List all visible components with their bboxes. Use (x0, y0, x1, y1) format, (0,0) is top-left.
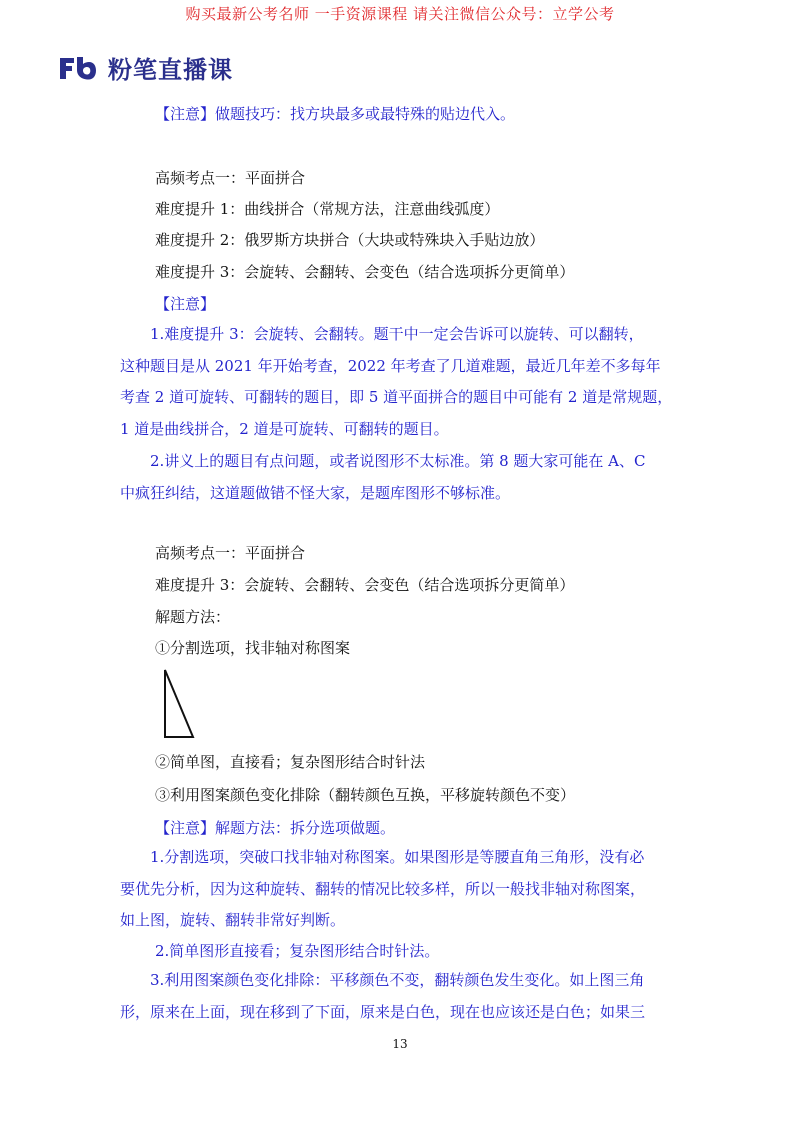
text-line: 中疯狂纠结，这道题做错不怪大家，是题库图形不够标准。 (120, 483, 511, 502)
section2-heading: 高频考点一：平面拼合 (155, 544, 306, 562)
text-line: 要优先分析，因为这种旋转、翻转的情况比较多样，所以一般找非轴对称图案， (120, 879, 646, 898)
difficulty-level-1: 难度提升 1：曲线拼合（常规方法，注意曲线弧度） (155, 200, 500, 218)
note-tip: 【注意】做题技巧：找方块最多或最特殊的贴边代入。 (155, 105, 516, 123)
method-label: 解题方法： (155, 608, 231, 626)
brand-header (58, 50, 233, 85)
right-triangle-icon (155, 667, 201, 741)
text-line: 形，原来在上面，现在移到了下面，原来是白色，现在也应该还是白色；如果三 (120, 1002, 646, 1021)
section1-heading: 高频考点一：平面拼合 (155, 169, 306, 187)
method-3: ③利用图案颜色变化排除（翻转颜色互换，平移旋转颜色不变） (155, 786, 576, 804)
note-paragraph-4: 2.简单图形直接看；复杂图形结合时针法。 (155, 942, 440, 960)
text-line: 1 道是曲线拼合，2 道是可旋转、可翻转的题目。 (120, 419, 449, 438)
note-paragraph-2 (120, 446, 680, 509)
text-line: 1.难度提升 3：会旋转、会翻转。题干中一定会告诉可以旋转、可以翻转， (150, 325, 644, 343)
brand-name: 粉笔直播课 (108, 56, 233, 84)
text-line: 考查 2 道可旋转、可翻转的题目，即 5 道平面拼合的题目中可能有 2 道是常规题， (120, 388, 673, 406)
text-line: 这种题目是从 2021 年开始考查，2022 年考查了几道难题，最近几年差不多每年 (120, 356, 661, 375)
difficulty-level-2: 难度提升 2：俄罗斯方块拼合（大块或特殊块入手贴边放） (155, 231, 545, 249)
note-method-line: 【注意】解题方法：拆分选项做题。 (155, 819, 396, 837)
note-paragraph-1 (120, 319, 680, 445)
text-line: 如上图，旋转、翻转非常好判断。 (120, 911, 346, 929)
method-2: ②简单图，直接看；复杂图形结合时针法 (155, 753, 426, 771)
section2-difficulty-level: 难度提升 3：会旋转、会翻转、会变色（结合选项拆分更简单） (155, 576, 575, 594)
note-paragraph-3 (120, 842, 680, 937)
page-number: 13 (392, 1037, 408, 1051)
text-line: 1.分割选项，突破口找非轴对称图案。如果图形是等腰直角三角形，没有必 (150, 848, 645, 866)
fb-logo-icon (58, 55, 98, 81)
top-banner: 购买最新公考名师 一手资源课程 请关注微信公众号：立学公考 (185, 5, 615, 23)
difficulty-level-3: 难度提升 3：会旋转、会翻转、会变色（结合选项拆分更简单） (155, 263, 575, 281)
note-label: 【注意】 (155, 295, 216, 313)
note-paragraph-5 (120, 965, 680, 1028)
method-1: ①分割选项，找非轴对称图案 (155, 639, 351, 657)
text-line: 2.讲义上的题目有点问题，或者说图形不太标准。第 8 题大家可能在 A、C (150, 452, 646, 470)
text-line: 3.利用图案颜色变化排除：平移颜色不变，翻转颜色发生变化。如上图三角 (150, 971, 645, 989)
